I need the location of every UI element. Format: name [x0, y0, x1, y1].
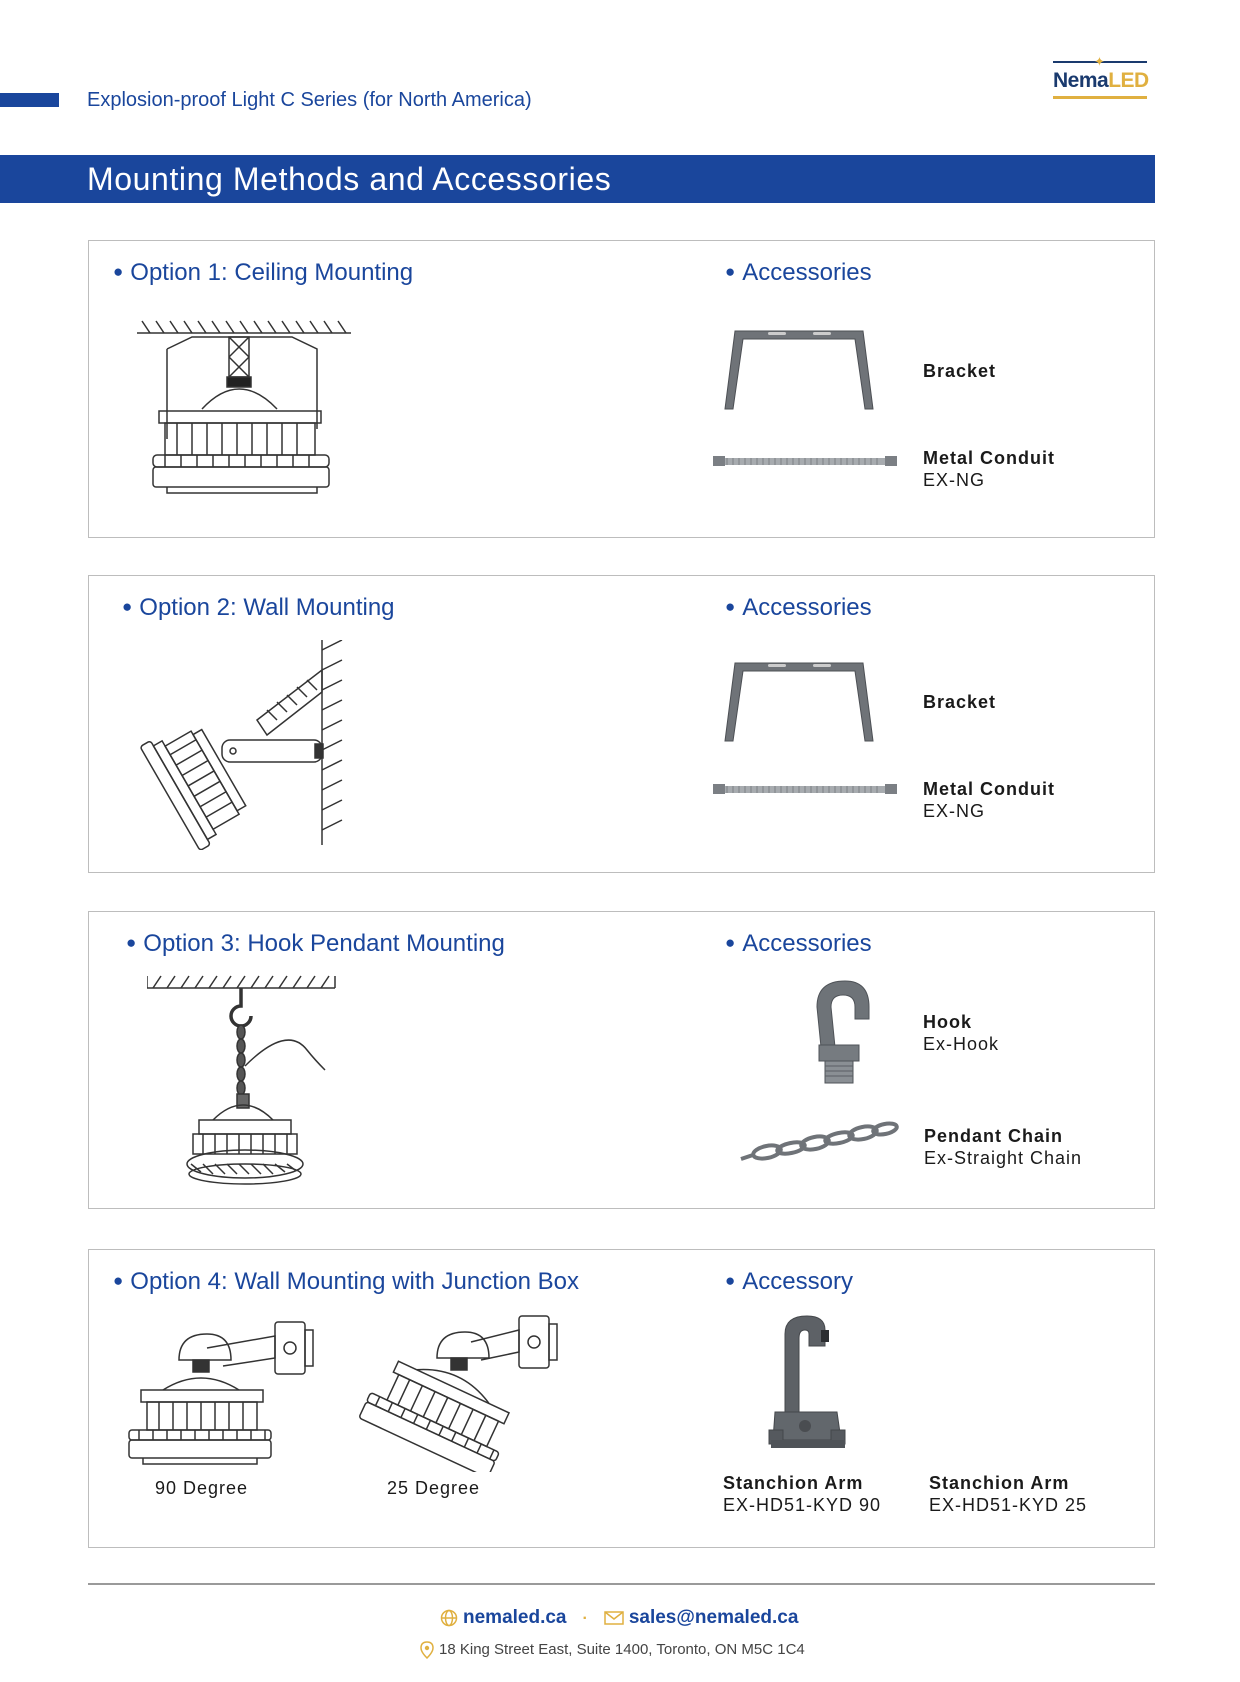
address-text: 18 King Street East, Suite 1400, Toronto, ON M5C 1C4: [439, 1641, 805, 1658]
accessory-code: Ex-Straight Chain: [924, 1148, 1083, 1168]
footer-separator: ·: [582, 1610, 588, 1627]
option-2-panel: [88, 575, 1155, 873]
metal-conduit-image: [713, 451, 897, 471]
option-4-title: ● Option 4: Wall Mounting with Junction Box: [113, 1268, 579, 1296]
accessory-heading: ● Accessory: [725, 1268, 853, 1296]
footer-contact: [440, 1607, 798, 1629]
accessory-code: EX-HD51-KYD 90: [723, 1495, 882, 1515]
metal-conduit-image: [713, 779, 897, 799]
accessory-bracket: [923, 360, 996, 382]
email-link[interactable]: sales@nemaled.ca: [628, 1607, 799, 1628]
bracket-image: [713, 653, 883, 745]
series-title: Explosion-proof Light C Series (for North America): [87, 89, 532, 111]
website-link[interactable]: nemaled.ca: [463, 1607, 567, 1628]
accessory-name: Stanchion Arm: [723, 1473, 864, 1493]
accessory-name: Bracket: [923, 361, 997, 381]
ceiling-mount-drawing: [137, 319, 357, 499]
accessory-code: Ex-Hook: [923, 1034, 1000, 1054]
accessories-heading: ● Accessories: [725, 930, 872, 958]
option-2-title: ● Option 2: Wall Mounting: [122, 594, 395, 622]
accessory-name: Metal Conduit: [923, 448, 1055, 468]
section-banner: [0, 155, 1155, 203]
footer-divider: [88, 1583, 1155, 1585]
hook-image: [807, 977, 877, 1087]
accessory-bracket: [923, 691, 996, 713]
accessory-name: Metal Conduit: [923, 779, 1055, 799]
stanchion-arm-image: [765, 1312, 855, 1452]
logo-star-icon: ✦: [1094, 54, 1105, 69]
nemaled-logo: [1050, 56, 1150, 102]
logo-bottom-line: [1053, 96, 1147, 99]
location-pin-icon: [420, 1641, 434, 1659]
option-3-panel: [88, 911, 1155, 1209]
accessory-name: Pendant Chain: [924, 1126, 1064, 1146]
option-4-panel: [88, 1249, 1155, 1548]
caption-25-degree: 25 Degree: [387, 1478, 481, 1498]
accessory-name: Stanchion Arm: [929, 1473, 1070, 1493]
accessories-heading: ● Accessories: [725, 594, 872, 622]
option-1-panel: [88, 240, 1155, 538]
pendant-chain-image: [739, 1119, 899, 1169]
bracket-image: [713, 321, 883, 413]
accessories-heading: ● Accessories: [725, 259, 872, 287]
accessory-code: EX-NG: [923, 470, 986, 490]
accessory-hook: [923, 1011, 999, 1055]
caption-90-degree: 90 Degree: [155, 1478, 249, 1498]
accessory-metal-conduit: [923, 778, 1055, 822]
accessory-code: EX-HD51-KYD 25: [929, 1495, 1088, 1515]
accessory-name: Bracket: [923, 692, 997, 712]
accessory-stanchion-arm-25: [929, 1472, 1087, 1516]
globe-icon: [440, 1609, 458, 1627]
accessory-pendant-chain: [924, 1125, 1082, 1169]
hook-pendant-drawing: [147, 974, 347, 1189]
mail-icon: [604, 1611, 624, 1625]
accessory-name: Hook: [923, 1012, 972, 1032]
accessory-metal-conduit: [923, 447, 1055, 491]
accessory-stanchion-arm-90: [723, 1472, 881, 1516]
header-accent-bar: [0, 93, 59, 107]
option-1-title: ● Option 1: Ceiling Mounting: [113, 259, 413, 287]
banner-title: Mounting Methods and Accessories: [87, 161, 612, 197]
logo-wordmark: NemaLED: [1053, 69, 1149, 92]
accessory-code: EX-NG: [923, 801, 986, 821]
junction-box-90-degree-drawing: [119, 1320, 319, 1470]
wall-mount-drawing: [137, 640, 347, 850]
option-3-title: ● Option 3: Hook Pendant Mounting: [126, 930, 505, 958]
footer-address: [420, 1641, 805, 1659]
junction-box-25-degree-drawing: [341, 1312, 561, 1472]
